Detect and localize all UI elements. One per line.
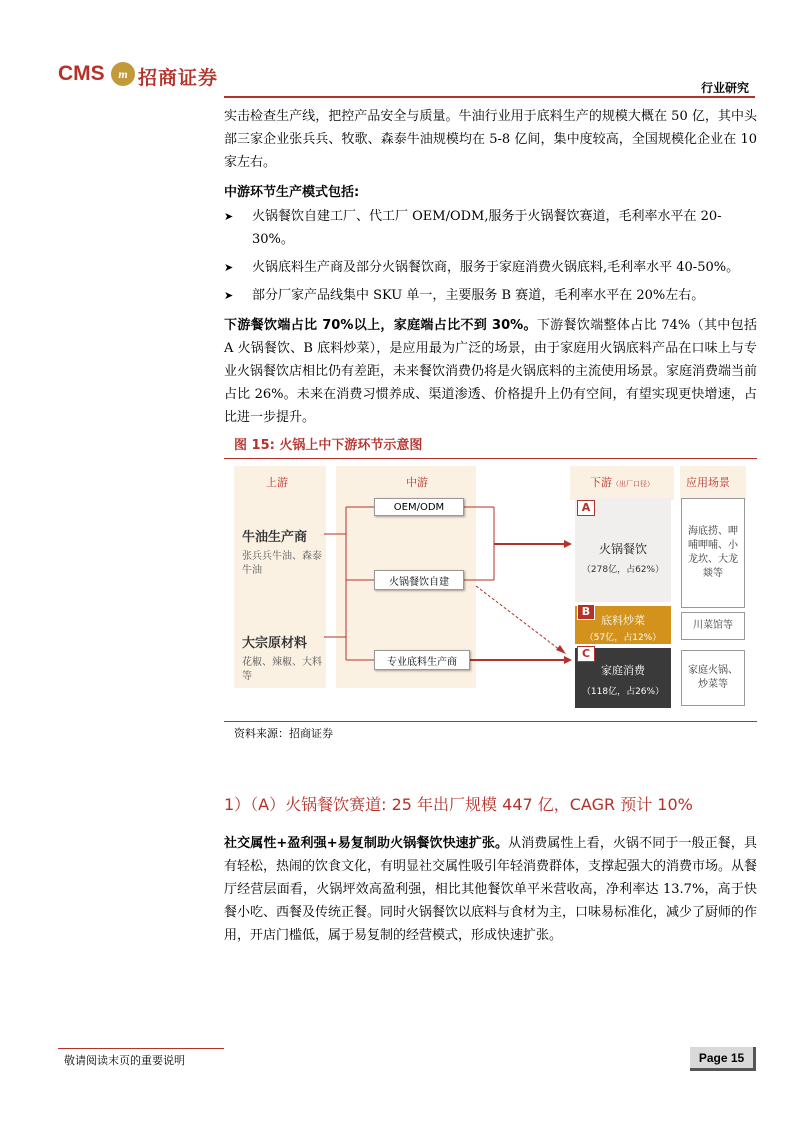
arrow-bullet-icon: ➤ xyxy=(224,289,234,302)
tallow-producer-examples: 张兵兵牛油、森泰牛油 xyxy=(242,551,322,576)
scene-b-box: 川菜馆等 xyxy=(681,612,745,640)
arrow-bullet-icon: ➤ xyxy=(224,210,234,223)
segment-b-block xyxy=(575,606,671,644)
pro-maker-box: 专业底料生产商 xyxy=(374,650,470,670)
self-built-box: 火锅餐饮自建 xyxy=(374,570,464,590)
section-lead: 社交属性+盈利强+易复制助火锅餐饮快速扩张。 xyxy=(224,836,509,851)
segment-c-label: 家庭消费 xyxy=(601,664,645,677)
figure-title: 图 15: 火锅上中下游环节示意图 xyxy=(234,438,423,453)
header-midstream: 中游 xyxy=(406,476,428,489)
downstream-text: 下游餐饮端整体占比 74%（其中包括 A 火锅餐饮、B 底料炒菜），是应用最为广泛的场景，由于家庭用火锅底料产品在口味上与专业火锅餐饮店相比仍有差距，未来餐饮消费仍将是火锅底料的主流使用场景。家庭消费端当前占比 26%。未来在消费习惯养成、渠道渗透、价格提升上仍有空间，有望实现更快增速，占比进一步提升。 xyxy=(224,318,758,425)
section-heading: 1）（A）火锅餐饮赛道: 25 年出厂规模 447 亿，CAGR 预计 10% xyxy=(224,795,693,814)
segment-b-label: 底料炒菜 xyxy=(601,614,645,627)
page-number: Page 15 xyxy=(690,1047,756,1071)
list-item xyxy=(224,284,759,307)
section-paragraph xyxy=(224,832,757,947)
bulk-material-label: 大宗原材料 xyxy=(242,636,308,651)
bullet-text: 部分厂家产品线集中 SKU 单一，主要服务 B 赛道，毛利率水平在 20%左右。 xyxy=(252,288,705,303)
midstream-subheading: 中游环节生产模式包括: xyxy=(224,185,360,200)
figure-top-rule xyxy=(224,458,757,459)
value-chain-diagram xyxy=(224,462,757,719)
list-item xyxy=(224,256,759,279)
header-upstream: 上游 xyxy=(266,476,288,489)
header-downstream-label: 下游 xyxy=(590,476,612,489)
segment-a-block xyxy=(575,498,671,602)
intro-paragraph: 实击检查生产线，把控产品安全与质量。牛油行业用于底料生产的规模大概在 50 亿，其中头部三家企业张兵兵、牧歌、森泰牛油规模均在 5-8 亿间，集中度较高，全国规模化企业在 10 家左右。 xyxy=(224,109,757,170)
footer-divider xyxy=(58,1048,224,1049)
header-divider xyxy=(224,96,755,98)
downstream-paragraph xyxy=(224,314,757,429)
bullet-text: 火锅餐饮自建工厂、代工厂 OEM/ODM,服务于火锅餐饮赛道，毛利率水平在 20-30%。 xyxy=(252,209,722,247)
scene-c-box: 家庭火锅、炒菜等 xyxy=(681,650,745,706)
segment-b-tag: B xyxy=(577,604,595,620)
logo-cms-text: CMS xyxy=(58,62,105,85)
report-category-label: 行业研究 xyxy=(700,81,749,95)
footer-disclaimer: 敬请阅读末页的重要说明 xyxy=(64,1054,185,1067)
list-item xyxy=(224,205,759,251)
figure-source: 资料来源：招商证券 xyxy=(234,727,333,740)
logo-company-name: 招商证券 xyxy=(138,67,219,89)
segment-c-tag: C xyxy=(577,646,595,662)
scene-a-box: 海底捞、呷哺呷哺、小龙坎、大龙燚等 xyxy=(681,498,745,608)
header-scenes: 应用场景 xyxy=(686,476,730,489)
downstream-lead: 下游餐饮端占比 70%以上，家庭端占比不到 30%。 xyxy=(224,318,537,333)
company-logo xyxy=(58,60,218,90)
segment-c-block xyxy=(575,648,671,708)
arrow-bullet-icon: ➤ xyxy=(224,261,234,274)
tallow-producer-label: 牛油生产商 xyxy=(242,530,308,545)
header-downstream-note: （出厂口径） xyxy=(612,480,654,488)
bulk-material-examples: 花椒、辣椒、大料等 xyxy=(242,657,322,682)
logo-badge-icon: m xyxy=(111,62,135,86)
segment-a-tag: A xyxy=(577,500,595,516)
segment-b-value: （57亿，占12%） xyxy=(584,633,662,643)
segment-c-value: （118亿，占26%） xyxy=(581,687,665,697)
segment-a-value: （278亿，占62%） xyxy=(581,565,665,575)
oem-odm-box: OEM/ODM xyxy=(374,498,464,516)
bullet-text: 火锅底料生产商及部分火锅餐饮商，服务于家庭消费火锅底料,毛利率水平 40-50%。 xyxy=(252,260,740,275)
section-text: 从消费属性上看，火锅不同于一般正餐，具有轻松，热闹的饮食文化，有明显社交属性吸引年轻消费群体，支撑起强大的消费市场。从餐厅经营层面看，火锅坪效高盈利强，相比其他餐饮单平米营收高，净利率达 13.7%，高于快餐小吃、西餐及传统正餐。同时火锅餐饮以底料与食材为主，口味易标准化，减少了厨师的作用，开店门槛低，属于易复制的经营模式，形成快速扩张。 xyxy=(224,836,758,943)
figure-bottom-rule xyxy=(224,721,757,722)
segment-a-label: 火锅餐饮 xyxy=(598,542,647,556)
